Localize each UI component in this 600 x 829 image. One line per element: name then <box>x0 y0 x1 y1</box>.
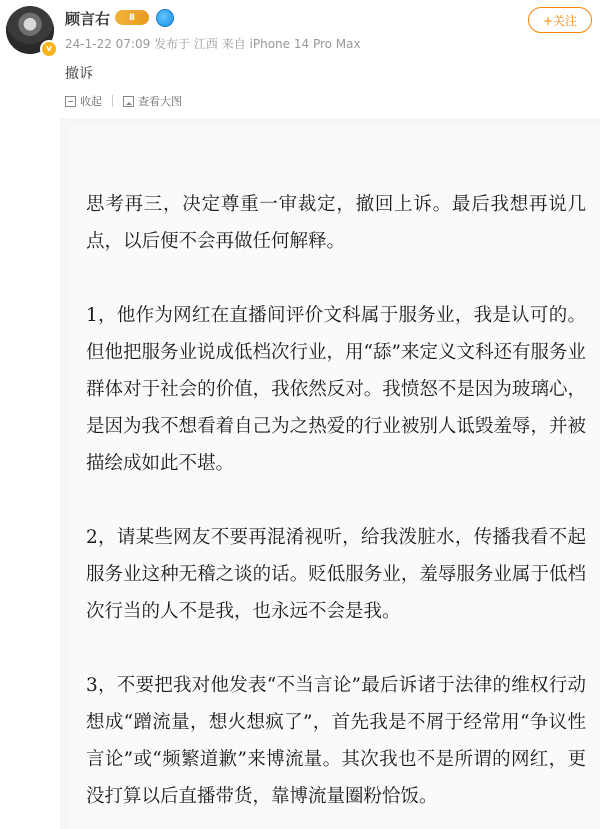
divider <box>112 95 113 107</box>
image-paragraph: 1，他作为网红在直播间评价文科属于服务业，我是认可的。但他把服务业说成低档次行业，用“舔”来定义文科还有服务业群体对于社会的价值，我依然反对。我愤怒不是因为玻璃心，是因为我不想看着自己为之热爱的行业被别人诋毁羞辱，并被描绘成如此不堪。 <box>86 305 586 474</box>
view-image-icon <box>123 96 134 107</box>
post-device: 来自 iPhone 14 Pro Max <box>221 37 361 51</box>
post-time: 24-1-22 07:09 <box>65 37 151 51</box>
post-location: 发布于 江西 <box>154 37 218 51</box>
view-large-label: 查看大图 <box>138 95 182 108</box>
view-large-button[interactable] <box>123 93 182 109</box>
post-meta <box>65 35 361 52</box>
post-image[interactable] <box>60 118 600 829</box>
collapse-icon <box>65 96 76 107</box>
image-paragraph: 3，不要把我对他发表“不当言论”最后诉诸于法律的维权行动想成“蹭流量，想火想疯了”，首先我是不屑于经常用“争议性言论”或“频繁道歉”来博流量。其次我也不是所谓的网红，更没打算以后直播带货，靠博流量圈粉恰饭。 <box>86 675 586 807</box>
image-text <box>68 126 600 829</box>
post-text: 撤诉 <box>65 66 93 82</box>
image-paragraph: 2，请某些网友不要再混淆视听，给我泼脏水，传播我看不起服务业这种无稽之谈的话。贬低服务业，羞辱服务业属于低档次行当的人不是我，也永远不会是我。 <box>86 527 586 622</box>
image-actions <box>65 93 182 109</box>
level-badge-icon: Ⅱ <box>115 10 149 25</box>
collapse-label: 收起 <box>80 95 102 108</box>
globe-icon <box>156 9 174 27</box>
follow-button[interactable]: +关注 <box>528 7 592 33</box>
verified-badge-icon: v <box>40 40 58 58</box>
collapse-button[interactable] <box>65 93 102 109</box>
username[interactable]: 顾言右 <box>65 10 111 28</box>
image-paragraph: 思考再三，决定尊重一审裁定，撤回上诉。最后我想再说几点，以后便不会再做任何解释。 <box>86 194 586 252</box>
